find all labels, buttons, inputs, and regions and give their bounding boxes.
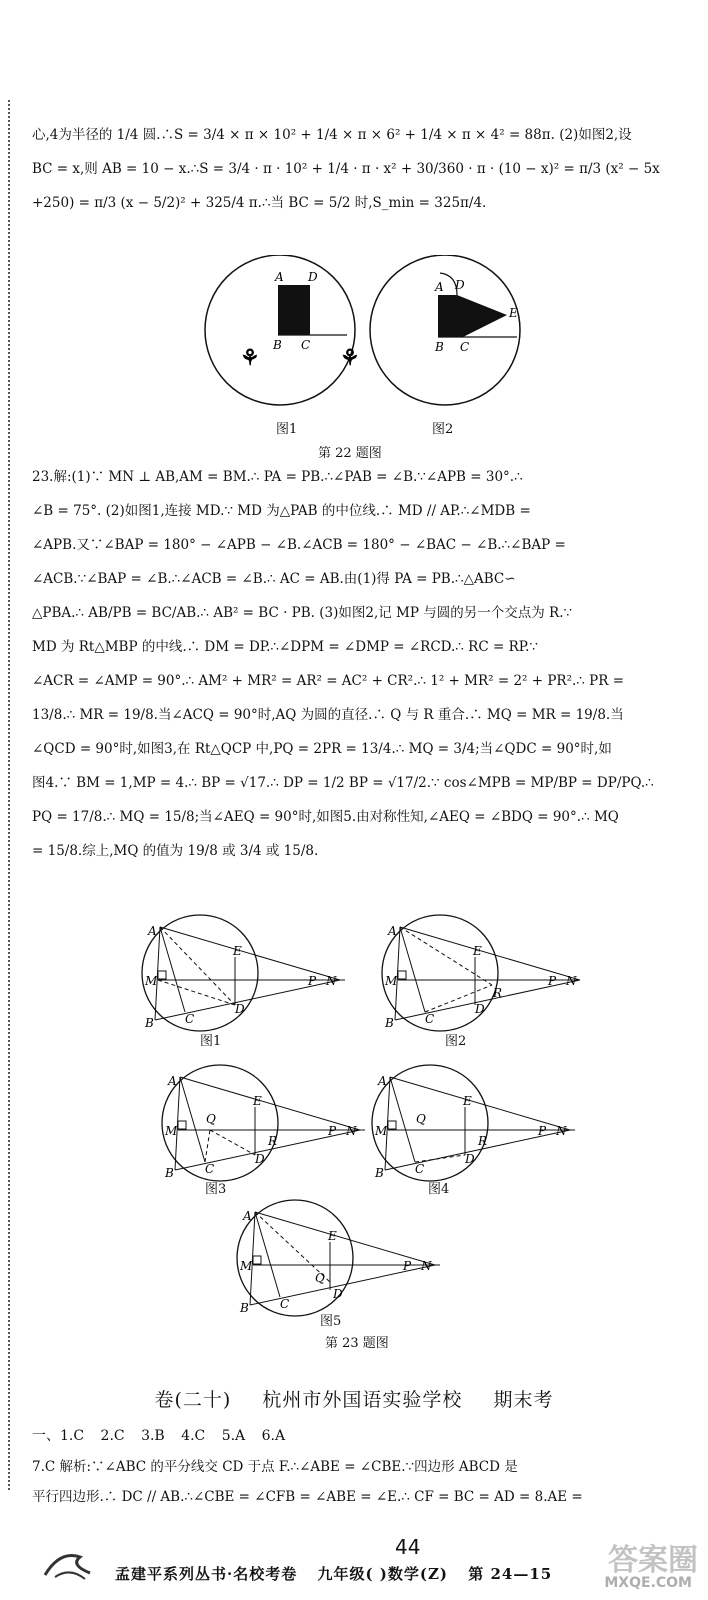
- svg-text:P: P: [308, 974, 317, 988]
- svg-text:C: C: [415, 1162, 425, 1176]
- svg-text:R: R: [478, 1134, 488, 1148]
- svg-text:C: C: [205, 1162, 215, 1176]
- svg-text:Q: Q: [206, 1112, 216, 1126]
- svg-text:C: C: [280, 1297, 290, 1311]
- answer-list: [32, 1425, 297, 1445]
- publisher-logo-icon: [40, 1545, 100, 1585]
- svg-text:Q: Q: [315, 1271, 325, 1285]
- fig23-panel-1: [142, 915, 345, 1031]
- fig22-1-point-d: D: [308, 270, 318, 284]
- svg-text:D: D: [475, 1002, 485, 1016]
- svg-text:M: M: [165, 1124, 178, 1138]
- binding-dotted-line: [8, 100, 10, 1490]
- fig22-2-point-c: C: [460, 340, 470, 354]
- svg-text:P: P: [403, 1259, 412, 1273]
- fig22-1-label: 图1: [276, 422, 298, 437]
- figure-23: [140, 905, 580, 1360]
- answer-item: 2.C: [100, 1428, 125, 1444]
- svg-text:N: N: [421, 1259, 432, 1273]
- text-line: ∠B = 75°. (2)如图1,连接 MD.∵ MD 为△PAB 的中位线.∴ MD // AP.∴∠MDB =: [32, 503, 531, 519]
- fig23-4-label: 图4: [428, 1182, 450, 1197]
- answer-item: 一、1.C: [32, 1428, 85, 1444]
- svg-text:R: R: [268, 1134, 278, 1148]
- solution-22: [32, 118, 684, 220]
- text-line: +250) = π/3 (x − 5/2)² + 325/4 π.∴当 BC = 5/2 时,S_min = 325π/4.: [32, 195, 487, 211]
- solution-23: [32, 460, 684, 868]
- fig23-panel-4: [372, 1065, 575, 1181]
- svg-text:B: B: [375, 1166, 384, 1180]
- svg-text:P: P: [328, 1124, 337, 1138]
- footer-grade: 九年级( )数学(Z): [317, 1565, 449, 1583]
- svg-text:A: A: [378, 1074, 387, 1088]
- fig23-panel-3: [162, 1065, 365, 1181]
- text-line: ∠ACB.∵∠BAP = ∠B.∴∠ACB = ∠B.∴ AC = AB.由(1)得 PA = PB.∴△ABC∽: [32, 571, 516, 587]
- footer-page: 第 24—15: [468, 1565, 553, 1583]
- text-line: 心,4为半径的 1/4 圆.∴S = 3/4 × π × 10² + 1/4 × π × 6² + 1/4 × π × 4² = 88π. (2)如图2,设: [32, 127, 632, 143]
- section-exam: 期末考: [493, 1389, 554, 1411]
- fig22-1-rect: [278, 285, 310, 335]
- fig23-panel-2: [382, 915, 580, 1031]
- svg-text:Q: Q: [416, 1112, 426, 1126]
- svg-text:M: M: [145, 974, 158, 988]
- svg-text:C: C: [425, 1012, 435, 1026]
- fig22-2-label: 图2: [432, 422, 454, 437]
- fig22-2-point-b: B: [435, 340, 444, 354]
- svg-text:B: B: [240, 1301, 249, 1315]
- svg-text:A: A: [243, 1209, 252, 1223]
- text-line: ∠APB.又∵∠BAP = 180° − ∠APB − ∠B.∠ACB = 180° − ∠BAC − ∠B.∴∠BAP =: [32, 537, 566, 553]
- svg-text:P: P: [548, 974, 557, 988]
- fig22-title: 第 22 题图: [318, 446, 382, 461]
- fig23-5-label: 图5: [320, 1314, 342, 1329]
- fig22-2-point-e: E: [509, 306, 518, 320]
- text-line: 7.C 解析:∵∠ABC 的平分线交 CD 于点 F.∴∠ABE = ∠CBE.∵四边形 ABCD 是: [32, 1459, 518, 1475]
- svg-text:N: N: [346, 1124, 357, 1138]
- watermark-url: MXQE.COM: [604, 1575, 692, 1591]
- svg-text:B: B: [145, 1016, 154, 1030]
- svg-text:E: E: [253, 1094, 262, 1108]
- svg-text:E: E: [473, 944, 482, 958]
- fig23-2-label: 图2: [445, 1034, 467, 1049]
- fig22-1-point-c: C: [301, 338, 311, 352]
- svg-text:M: M: [385, 974, 398, 988]
- text-line: BC = x,则 AB = 10 − x.∴S = 3/4 · π · 10² + 1/4 · π · x² + 30/360 · π · (10 − x)² = π/3 (x² − 5x: [32, 161, 660, 177]
- footer-series: 孟建平系列丛书·名校考卷: [115, 1565, 298, 1583]
- svg-text:M: M: [375, 1124, 388, 1138]
- svg-text:M: M: [240, 1259, 253, 1273]
- fig22-2-polygon: [438, 295, 507, 337]
- text-line: 23.解:(1)∵ MN ⊥ AB,AM = BM.∴ PA = PB.∴∠PAB = ∠B.∵∠APB = 30°.∴: [32, 469, 523, 485]
- handwritten-page-number: 44: [395, 1535, 421, 1559]
- svg-text:C: C: [185, 1012, 195, 1026]
- section-school: 杭州市外国语实验学校: [262, 1389, 463, 1411]
- svg-text:N: N: [566, 974, 577, 988]
- svg-text:D: D: [235, 1002, 245, 1016]
- svg-text:B: B: [165, 1166, 174, 1180]
- fig23-title: 第 23 题图: [325, 1336, 389, 1351]
- answer-item: 4.C: [181, 1428, 206, 1444]
- text-line: 平行四边形.∴ DC // AB.∴∠CBE = ∠CFB = ∠ABE = ∠E.∴ CF = BC = AD = 8.AE =: [32, 1489, 583, 1505]
- footer-text: [115, 1563, 566, 1584]
- svg-text:A: A: [148, 924, 157, 938]
- fig23-panel-5: [237, 1200, 440, 1316]
- svg-text:R: R: [493, 986, 503, 1000]
- svg-text:E: E: [328, 1229, 337, 1243]
- svg-text:P: P: [538, 1124, 547, 1138]
- text-line: 13/8.∴ MR = 19/8.当∠ACQ = 90°时,AQ 为圆的直径.∴ Q 与 R 重合.∴ MQ = MR = 19/8.当: [32, 707, 624, 723]
- answer-item: 6.A: [261, 1428, 286, 1444]
- text-line: PQ = 17/8.∴ MQ = 15/8;当∠AEQ = 90°时,如图5.由对称性知,∠AEQ = ∠BDQ = 90°.∴ MQ: [32, 809, 619, 825]
- svg-text:D: D: [255, 1152, 265, 1166]
- fig22-1-dog-glyph-left: ⚘: [240, 345, 260, 371]
- solution-7: [32, 1452, 684, 1512]
- svg-text:D: D: [333, 1287, 343, 1301]
- section-title: [0, 1385, 708, 1412]
- fig22-1-dog-glyph-right: ⚘: [340, 345, 360, 371]
- page-footer: [0, 1535, 708, 1595]
- fig22-2-point-d: D: [455, 278, 465, 292]
- fig22-2-point-a: A: [435, 280, 444, 294]
- svg-text:E: E: [233, 944, 242, 958]
- text-line: ∠ACR = ∠AMP = 90°.∴ AM² + MR² = AR² = AC² + CR².∴ 1² + MR² = 2² + PR².∴ PR =: [32, 673, 625, 689]
- fig23-3-label: 图3: [205, 1182, 227, 1197]
- text-line: △PBA.∴ AB/PB = BC/AB.∴ AB² = BC · PB. (3)如图2,记 MP 与圆的另一个交点为 R.∵: [32, 605, 573, 621]
- svg-text:A: A: [168, 1074, 177, 1088]
- svg-text:E: E: [463, 1094, 472, 1108]
- section-name: 卷(二十): [154, 1389, 232, 1411]
- answer-item: 3.B: [141, 1428, 165, 1444]
- text-line: ∠QCD = 90°时,如图3,在 Rt△QCP 中,PQ = 2PR = 13/4.∴ MQ = 3/4;当∠QDC = 90°时,如: [32, 741, 612, 757]
- svg-text:N: N: [326, 974, 337, 988]
- fig22-1-point-a: A: [275, 270, 284, 284]
- svg-text:N: N: [556, 1124, 567, 1138]
- fig23-1-label: 图1: [200, 1034, 222, 1049]
- text-line: 图4.∵ BM = 1,MP = 4.∴ BP = √17.∴ DP = 1/2 BP = √17/2.∵ cos∠MPB = MP/BP = DP/PQ.∴: [32, 775, 654, 791]
- watermark: 答案圈: [608, 1543, 698, 1578]
- text-line: MD 为 Rt△MBP 的中线.∴ DM = DP.∴∠DPM = ∠DMP = ∠RCD.∴ RC = RP.∵: [32, 639, 538, 655]
- answer-item: 5.A: [221, 1428, 246, 1444]
- figure-22: [195, 255, 535, 435]
- text-line: = 15/8.综上,MQ 的值为 19/8 或 3/4 或 15/8.: [32, 843, 319, 859]
- fig22-1-point-b: B: [273, 338, 282, 352]
- svg-text:B: B: [385, 1016, 394, 1030]
- svg-text:D: D: [465, 1152, 475, 1166]
- svg-text:A: A: [388, 924, 397, 938]
